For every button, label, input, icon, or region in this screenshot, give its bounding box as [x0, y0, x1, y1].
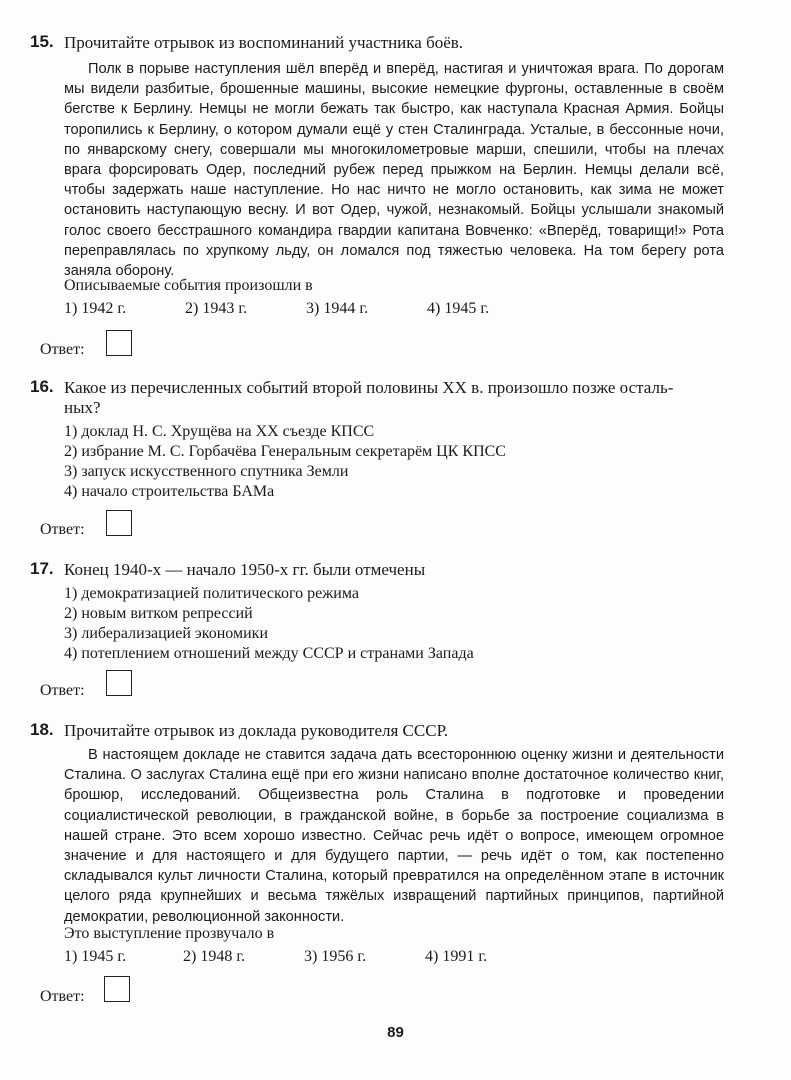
question-number: 17.: [30, 559, 54, 578]
answer-box[interactable]: [106, 670, 132, 696]
options-list: [64, 584, 474, 664]
question-text-continued: ных?: [64, 398, 101, 417]
question-number: 18.: [30, 720, 54, 739]
question-number: 15.: [30, 32, 54, 51]
question-text: Прочитайте отрывок из доклада руководителя СССР.: [64, 721, 449, 740]
option-1: 1) доклад Н. С. Хрущёва на XX съезде КПСС: [64, 423, 375, 440]
options-list: [64, 422, 506, 502]
answer-label: Ответ:: [40, 521, 85, 538]
option-4: 4) начало строительства БАМа: [64, 483, 275, 500]
answer-box[interactable]: [104, 976, 130, 1002]
page-number: 89: [387, 1024, 404, 1041]
option-3: 3) 1956 г.: [304, 948, 367, 965]
source-passage: В настоящем докладе не ставится задача дать всестороннюю оценку жизни и деятельности Сталина. О заслугах Сталина ещё при его жизни написано вполне достаточное количество книг, брошюр, исследований. Общеизвестна роль Сталина в подготовке и проведении социалистической революции, в гражданской войне, в борьбе за построение социализма в нашей стране. Это всем хорошо известно. Сейчас речь идёт о вопросе, имеющем огромное значение и для настоящего и для будущего партии, — речь идёт о том, как постепенно складывался культ личности Сталина, который превратился на определённом этапе в источник целого ряда крупнейших и весьма тяжёлых извращений партийных принципов, партийной демократии, революционной законности.: [64, 747, 724, 925]
option-2: 2) избрание М. С. Горбачёва Генеральным секретарём ЦК КПСС: [64, 443, 506, 460]
option-3: 3) запуск искусственного спутника Земли: [64, 463, 349, 480]
answer-label: Ответ:: [40, 988, 85, 1005]
option-2: 2) 1948 г.: [183, 948, 246, 965]
option-1: 1) демократизацией политического режима: [64, 585, 359, 602]
option-1: 1) 1942 г.: [64, 300, 127, 317]
question-number: 16.: [30, 377, 54, 396]
option-4: 4) потеплением отношений между СССР и странами Запада: [64, 645, 474, 662]
option-3: 3) либерализацией экономики: [64, 625, 269, 642]
question-prompt: Это выступление прозвучало в: [64, 925, 275, 942]
option-2: 2) 1943 г.: [185, 300, 248, 317]
answer-box[interactable]: [106, 330, 132, 356]
answer-label: Ответ:: [40, 682, 85, 699]
option-1: 1) 1945 г.: [64, 948, 127, 965]
option-3: 3) 1944 г.: [306, 300, 369, 317]
question-text: Конец 1940-х — начало 1950-х гг. были отмечены: [64, 560, 426, 579]
question-text: Какое из перечисленных событий второй половины XX в. произошло позже осталь-: [64, 378, 674, 397]
answer-label: Ответ:: [40, 341, 85, 358]
option-4: 4) 1991 г.: [425, 948, 488, 965]
answer-box[interactable]: [106, 510, 132, 536]
option-4: 4) 1945 г.: [427, 300, 490, 317]
source-passage: Полк в порыве наступления шёл вперёд и вперёд, настигая и уничтожая врага. По дорогам мы видели разбитые, брошенные машины, высокие немецкие фургоны, оставленные в своём бегстве к Берлину. Немцы не могли бежать так быстро, как наступала Красная Армия. Бойцы торопились к Берлину, о котором думали ещё у стен Сталинграда. Усталые, в бессонные ночи, по январскому снегу, совершали мы многокилометровые марши, спешили, чтобы на плечах врага форсировать Одер, последний рубеж перед прыжком на Берлин. Немцы делали всё, чтобы задержать наше наступление. Но нас ничто не могло остановить, как зима не может остановить наступающую весну. И вот Одер, чужой, незнакомый. Бойцы услышали знакомый голос своего бесстрашного командира гвардии капитана Вовченко: «Вперёд, товарищи!» Рота переправлялась по хрупкому льду, он ломался под тяжестью человека. На том берегу рота заняла оборону.: [64, 61, 724, 280]
option-2: 2) новым витком репрессий: [64, 605, 253, 622]
question-prompt: Описываемые события произошли в: [64, 277, 313, 294]
question-text: Прочитайте отрывок из воспоминаний участника боёв.: [64, 33, 464, 52]
